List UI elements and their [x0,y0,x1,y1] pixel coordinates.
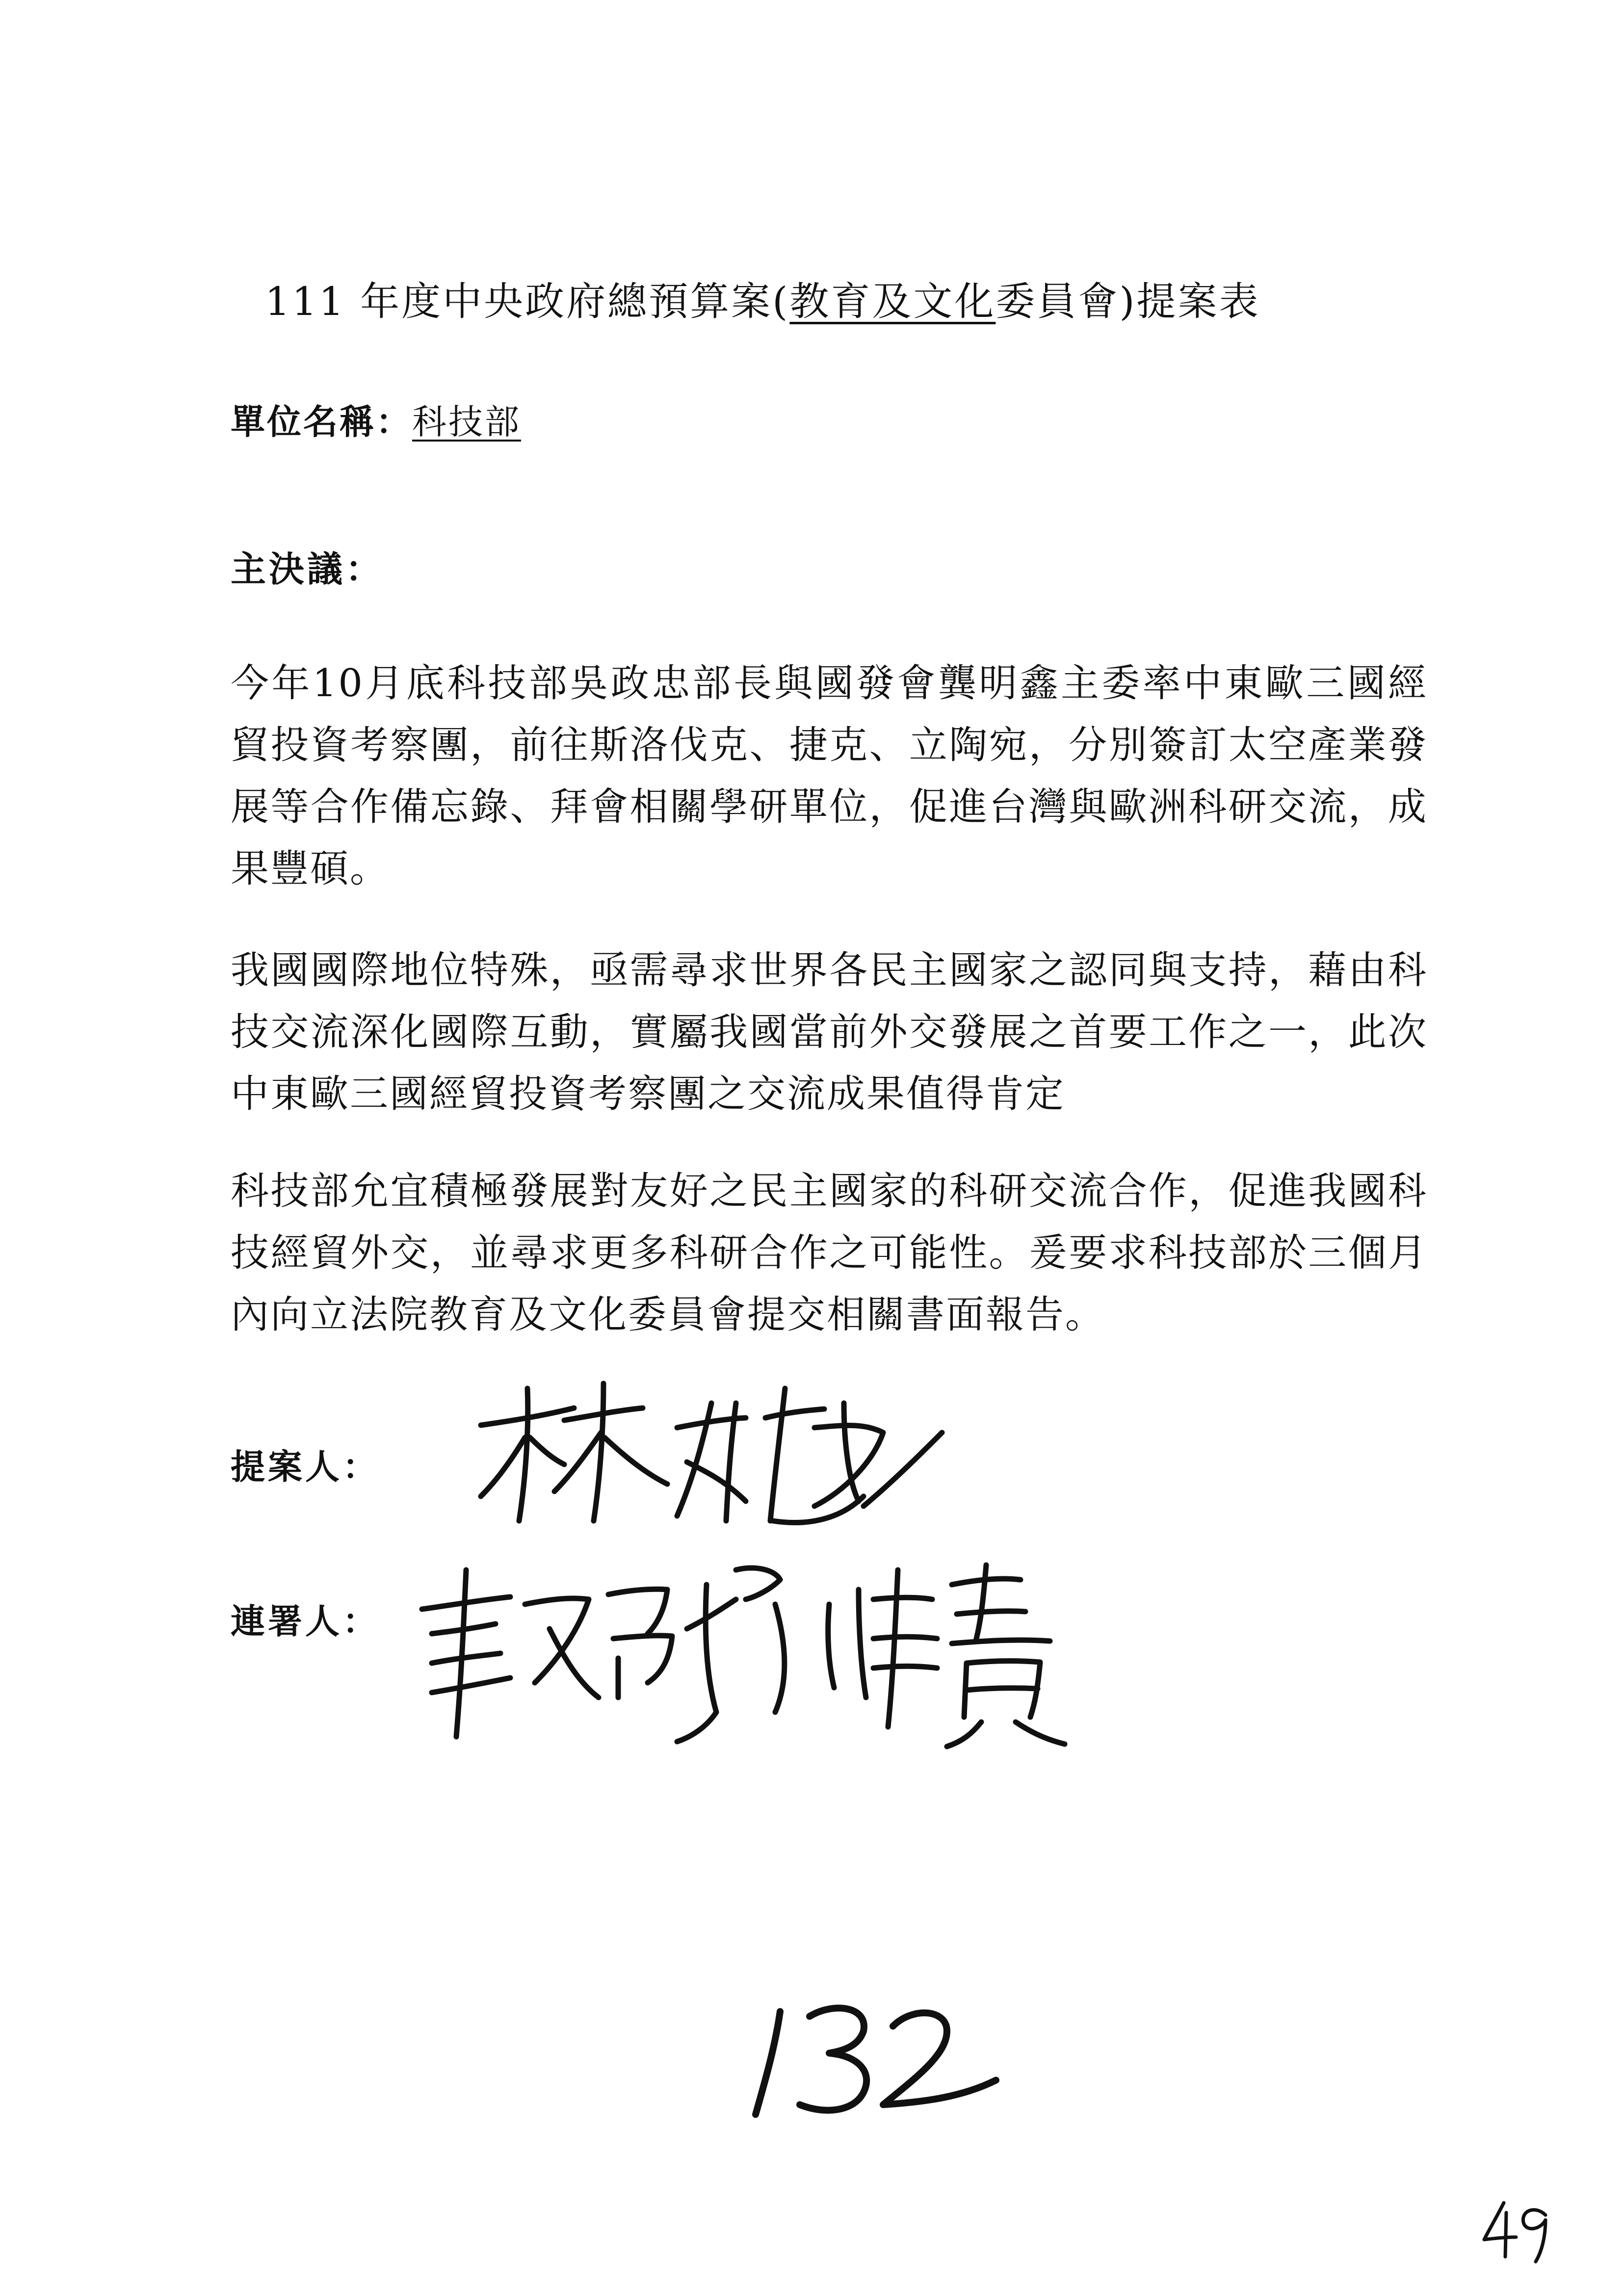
title-prefix: 111 年度中央政府總預算案( [265,279,790,324]
unit-line [231,397,521,446]
unit-label: 單位名稱： [231,402,412,442]
document-title [265,275,1393,329]
cosigner-signatures [402,1550,1089,1756]
title-suffix: 委員會)提案表 [995,279,1260,324]
paragraph-3: 科技部允宜積極發展對友好之民主國家的科研交流合作，促進我國科技經貿外交，並尋求更多科研合作之可能性。爰要求科技部於三個月內向立法院教育及文化委員會提交相關書面報告。 [231,1169,1428,1337]
cosigner-label: 連署人： [231,1601,380,1642]
handwritten-number [736,1982,1011,2129]
page-number [1477,2193,1555,2267]
proposer-label: 提案人： [231,1447,380,1487]
title-committee: 教育及文化 [789,279,996,324]
proposer-signature [471,1374,952,1540]
resolution-label: 主決議： [231,548,384,590]
paragraph-1: 今年10月底科技部吳政忠部長與國發會龔明鑫主委率中東歐三國經貿投資考察團，前往斯洛伐克、捷克、立陶宛，分別簽訂太空產業發展等合作備忘錄、拜會相關學研單位，促進台灣與歐洲科研交流，成果豐碩。 [231,661,1428,891]
paragraph-2: 我國國際地位特殊，亟需尋求世界各民主國家之認同與支持，藉由科技交流深化國際互動，實屬我國當前外交發展之首要工作之一，此次中東歐三國經貿投資考察團之交流成果值得肯定 [231,948,1428,1116]
unit-value: 科技部 [412,402,521,442]
